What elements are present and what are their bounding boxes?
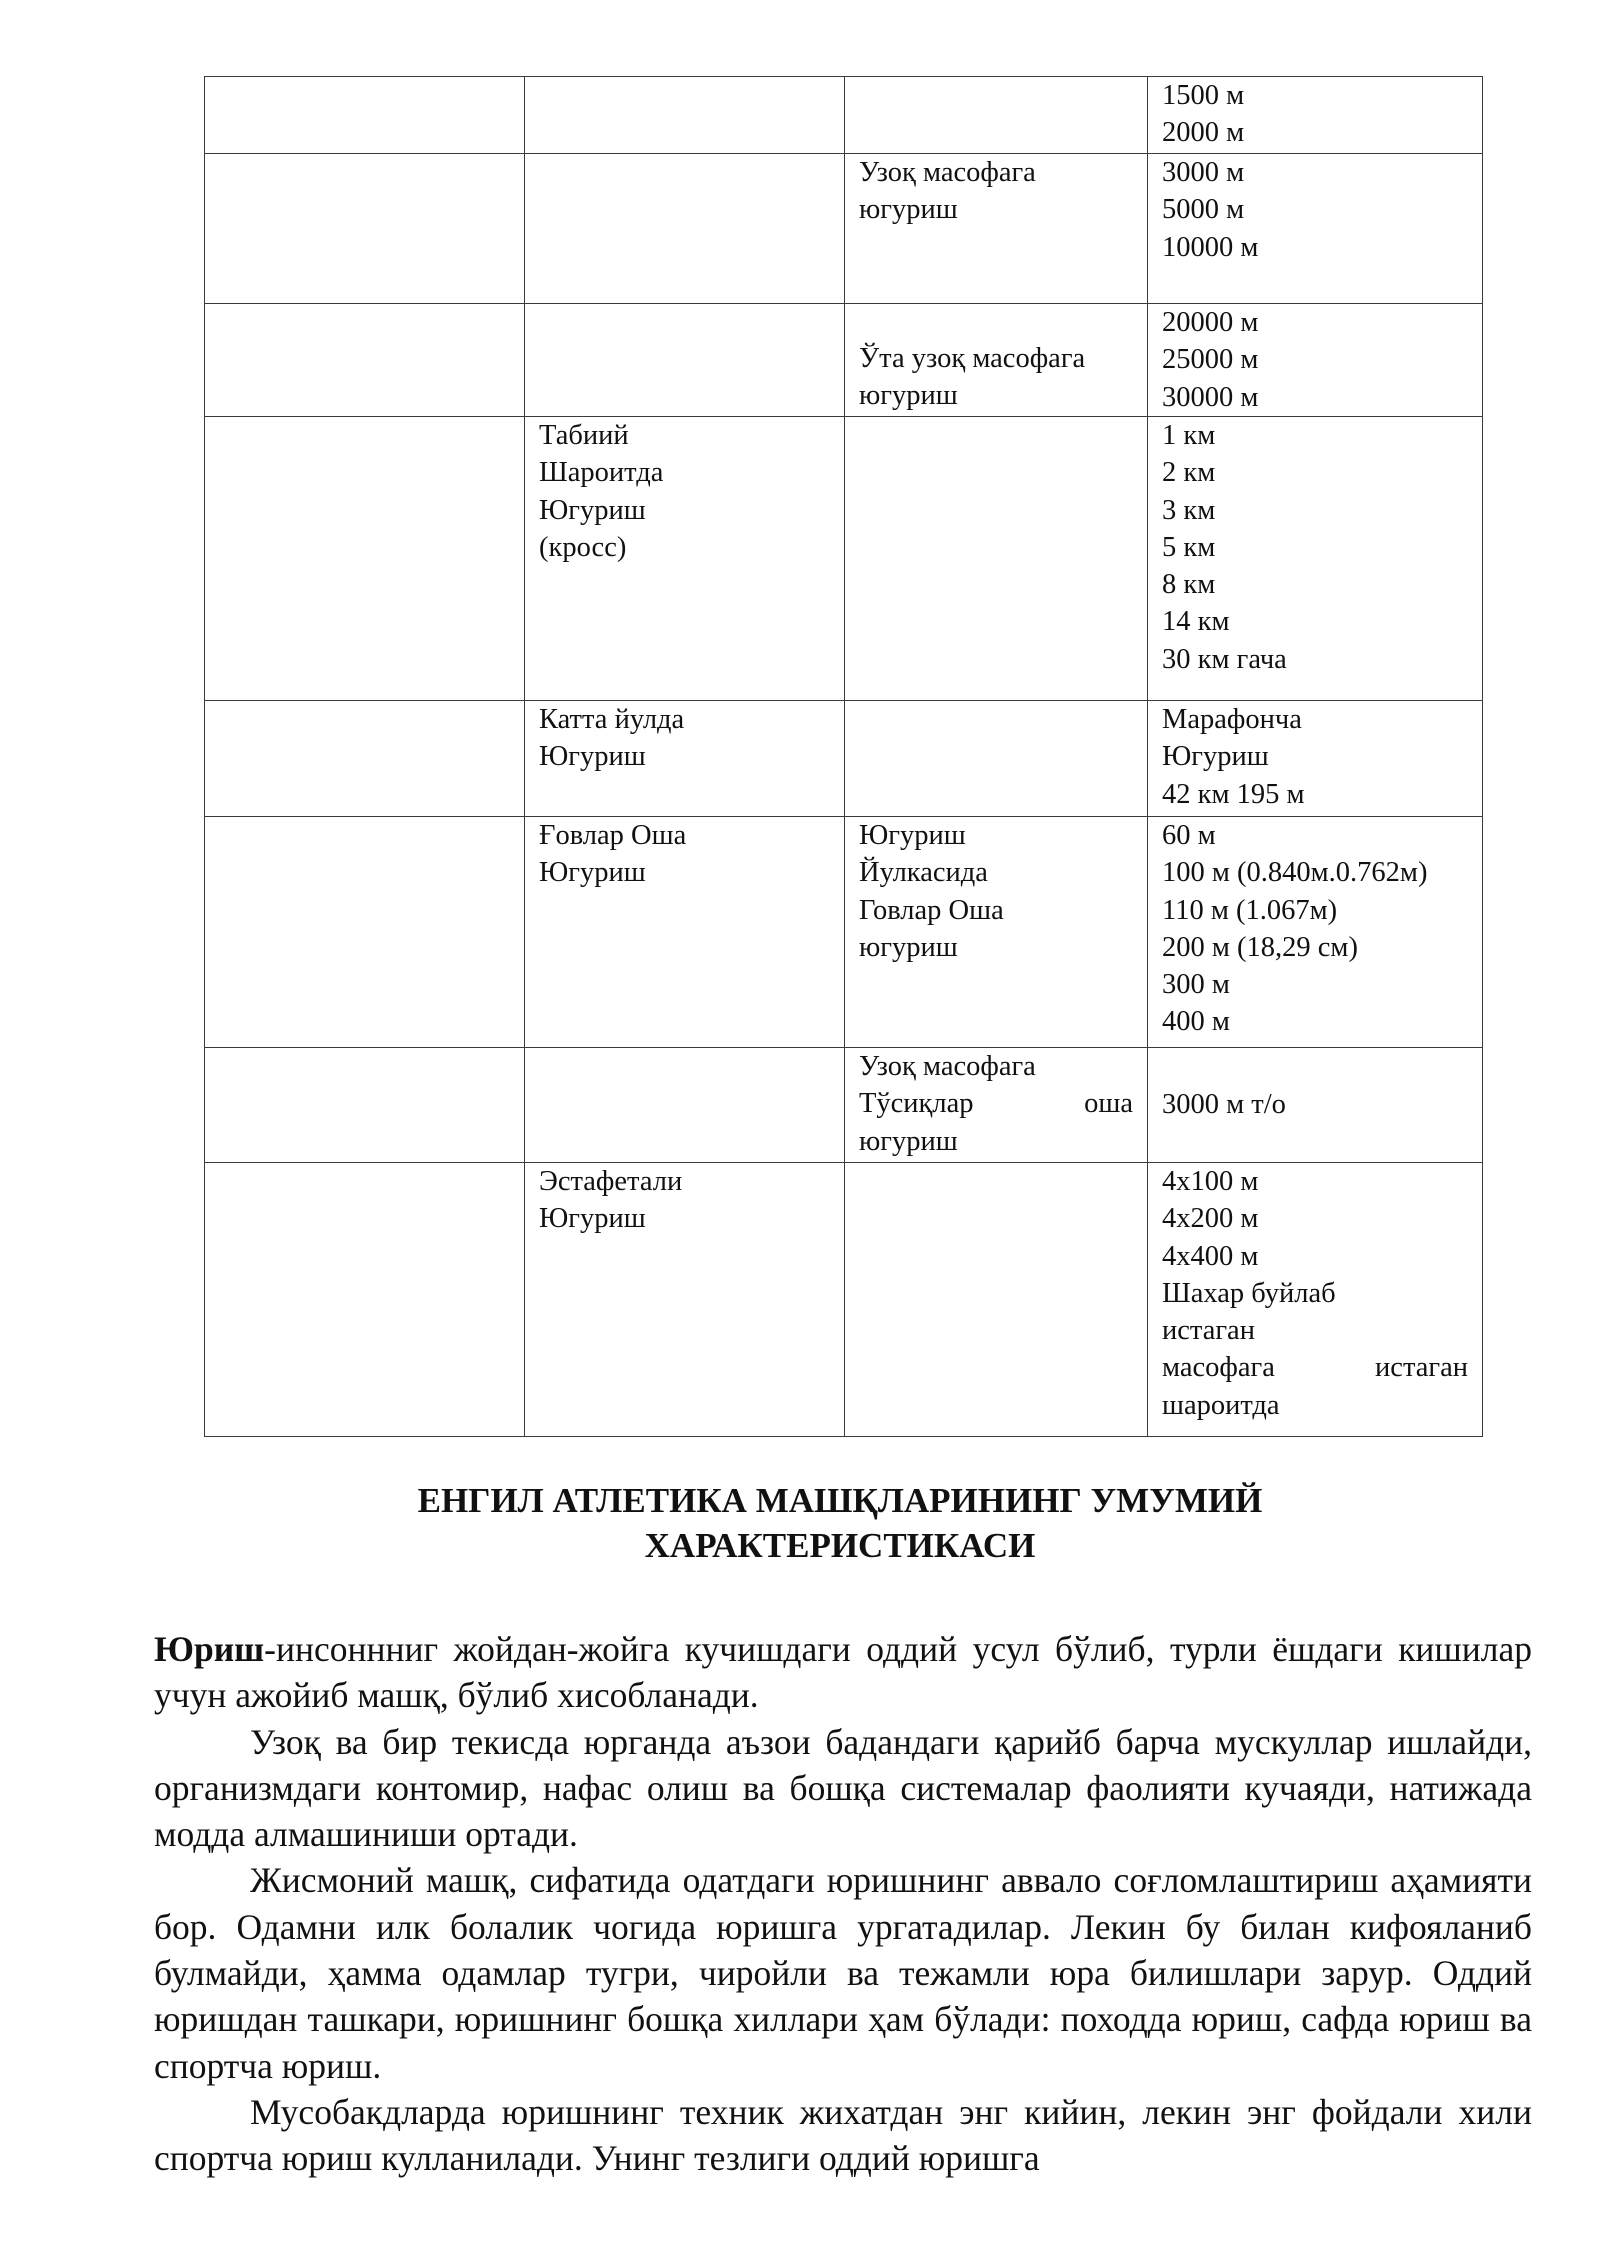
paragraph — [154, 1626, 1532, 1719]
table-cell: 3000 м 5000 м 10000 м — [1148, 154, 1483, 304]
table-cell: Узоқ масофага югуриш — [845, 154, 1148, 304]
table-cell: Эстафетали Югуриш — [525, 1163, 845, 1437]
paragraph: Узоқ ва бир текисда юрганда аъзои бадандаги қарийб барча мускуллар ишлайди, организмдаги контомир, нафас олиш ва бошқа системалар фаолияти кучаяди, натижада модда алмашиниши ортади. — [154, 1721, 1532, 1855]
table-cell: Марафонча Югуриш 42 км 195 м — [1148, 701, 1483, 817]
cell-line — [859, 1085, 1133, 1122]
table-cell — [205, 817, 525, 1048]
table-cell: Катта йулда Югуриш — [525, 701, 845, 817]
table-row — [205, 77, 1483, 154]
table-cell: 1500 м 2000 м — [1148, 77, 1483, 154]
table-row — [205, 701, 1483, 817]
table-row — [205, 154, 1483, 304]
table-cell: Югуриш Йулкасида Говлар Оша югуриш — [845, 817, 1148, 1048]
table-row — [205, 1163, 1483, 1437]
table-row — [205, 817, 1483, 1048]
table-cell — [525, 154, 845, 304]
cell-word: Тўсиқлар — [859, 1088, 974, 1120]
table-cell — [205, 77, 525, 154]
body-text — [154, 1626, 1532, 2182]
table-cell — [845, 1163, 1148, 1437]
table-cell — [525, 1048, 845, 1163]
cell-line — [1162, 1349, 1468, 1386]
section-heading-line: ХАРАКТЕРИСТИКАСИ — [644, 1526, 1036, 1565]
paragraph: Жисмоний машқ, сифатида одатдаги юришнинг аввало соғломлаштириш аҳамияти бор. Одамни илк болалик чогида юришга ургатадилар. Лекин бу билан кифояланиб булмайди, ҳамма одамлар тугри, чиройли ва тежамли юра билишлари зарур. Оддий юришдан ташкари, юришнинг бошқа хиллари ҳам бўлади: походда юриш, сафда юриш ва спортча юриш. — [154, 1860, 1532, 2086]
cell-line: югуриш — [859, 1125, 958, 1157]
table-row — [205, 1048, 1483, 1163]
table-cell — [205, 1048, 525, 1163]
running-events-table — [204, 76, 1483, 1437]
table-cell — [1148, 1163, 1483, 1437]
cell-line: шароитда — [1162, 1389, 1280, 1421]
paragraph-text: -инсоннниг жойдан-жойга кучишдаги оддий усул бўлиб, турли ёшдаги кишилар учун ажойиб машқ, бўлиб хисобланади. — [154, 1629, 1532, 1716]
table-cell — [205, 304, 525, 417]
table-cell — [525, 77, 845, 154]
table-cell: 20000 м 25000 м 30000 м — [1148, 304, 1483, 417]
paragraph: Мусобакдларда юришнинг техник жихатдан энг кийин, лекин энг фойдали хили спортча юриш кулланилади. Унинг тезлиги оддий юришга — [154, 2091, 1532, 2179]
table-cell: Ўта узоқ масофага югуриш — [845, 304, 1148, 417]
table-row — [205, 417, 1483, 701]
section-heading — [150, 1478, 1530, 1568]
table-cell: 60 м 100 м (0.840м.0.762м) 110 м (1.067м) 200 м (18,29 см) 300 м 400 м — [1148, 817, 1483, 1048]
table-cell — [845, 1048, 1148, 1163]
table-cell — [205, 1163, 525, 1437]
table-cell — [845, 77, 1148, 154]
table-cell: Ғовлар Оша Югуриш — [525, 817, 845, 1048]
table-cell — [205, 701, 525, 817]
section-heading-line: ЕНГИЛ АТЛЕТИКА МАШҚЛАРИНИНГ УМУМИЙ — [417, 1481, 1263, 1520]
table-cell: Табиий Шароитда Югуриш (кросс) — [525, 417, 845, 701]
cell-word: оша — [1084, 1088, 1133, 1120]
table-cell — [205, 154, 525, 304]
table-cell — [845, 701, 1148, 817]
table-cell: 1 км 2 км 3 км 5 км 8 км 14 км 30 км гача — [1148, 417, 1483, 701]
term-bold: Юриш — [154, 1629, 265, 1669]
table-cell — [845, 417, 1148, 701]
table-cell — [205, 417, 525, 701]
table-cell: 3000 м т/о — [1148, 1048, 1483, 1163]
cell-word: масофага — [1162, 1352, 1275, 1384]
cell-line: 4х100 м 4х200 м 4х400 м Шахар буйлаб истаган — [1162, 1166, 1336, 1347]
cell-line: Узоқ масофага — [859, 1051, 1036, 1082]
table-cell — [525, 304, 845, 417]
table-row — [205, 304, 1483, 417]
cell-word: истаган — [1375, 1352, 1468, 1384]
